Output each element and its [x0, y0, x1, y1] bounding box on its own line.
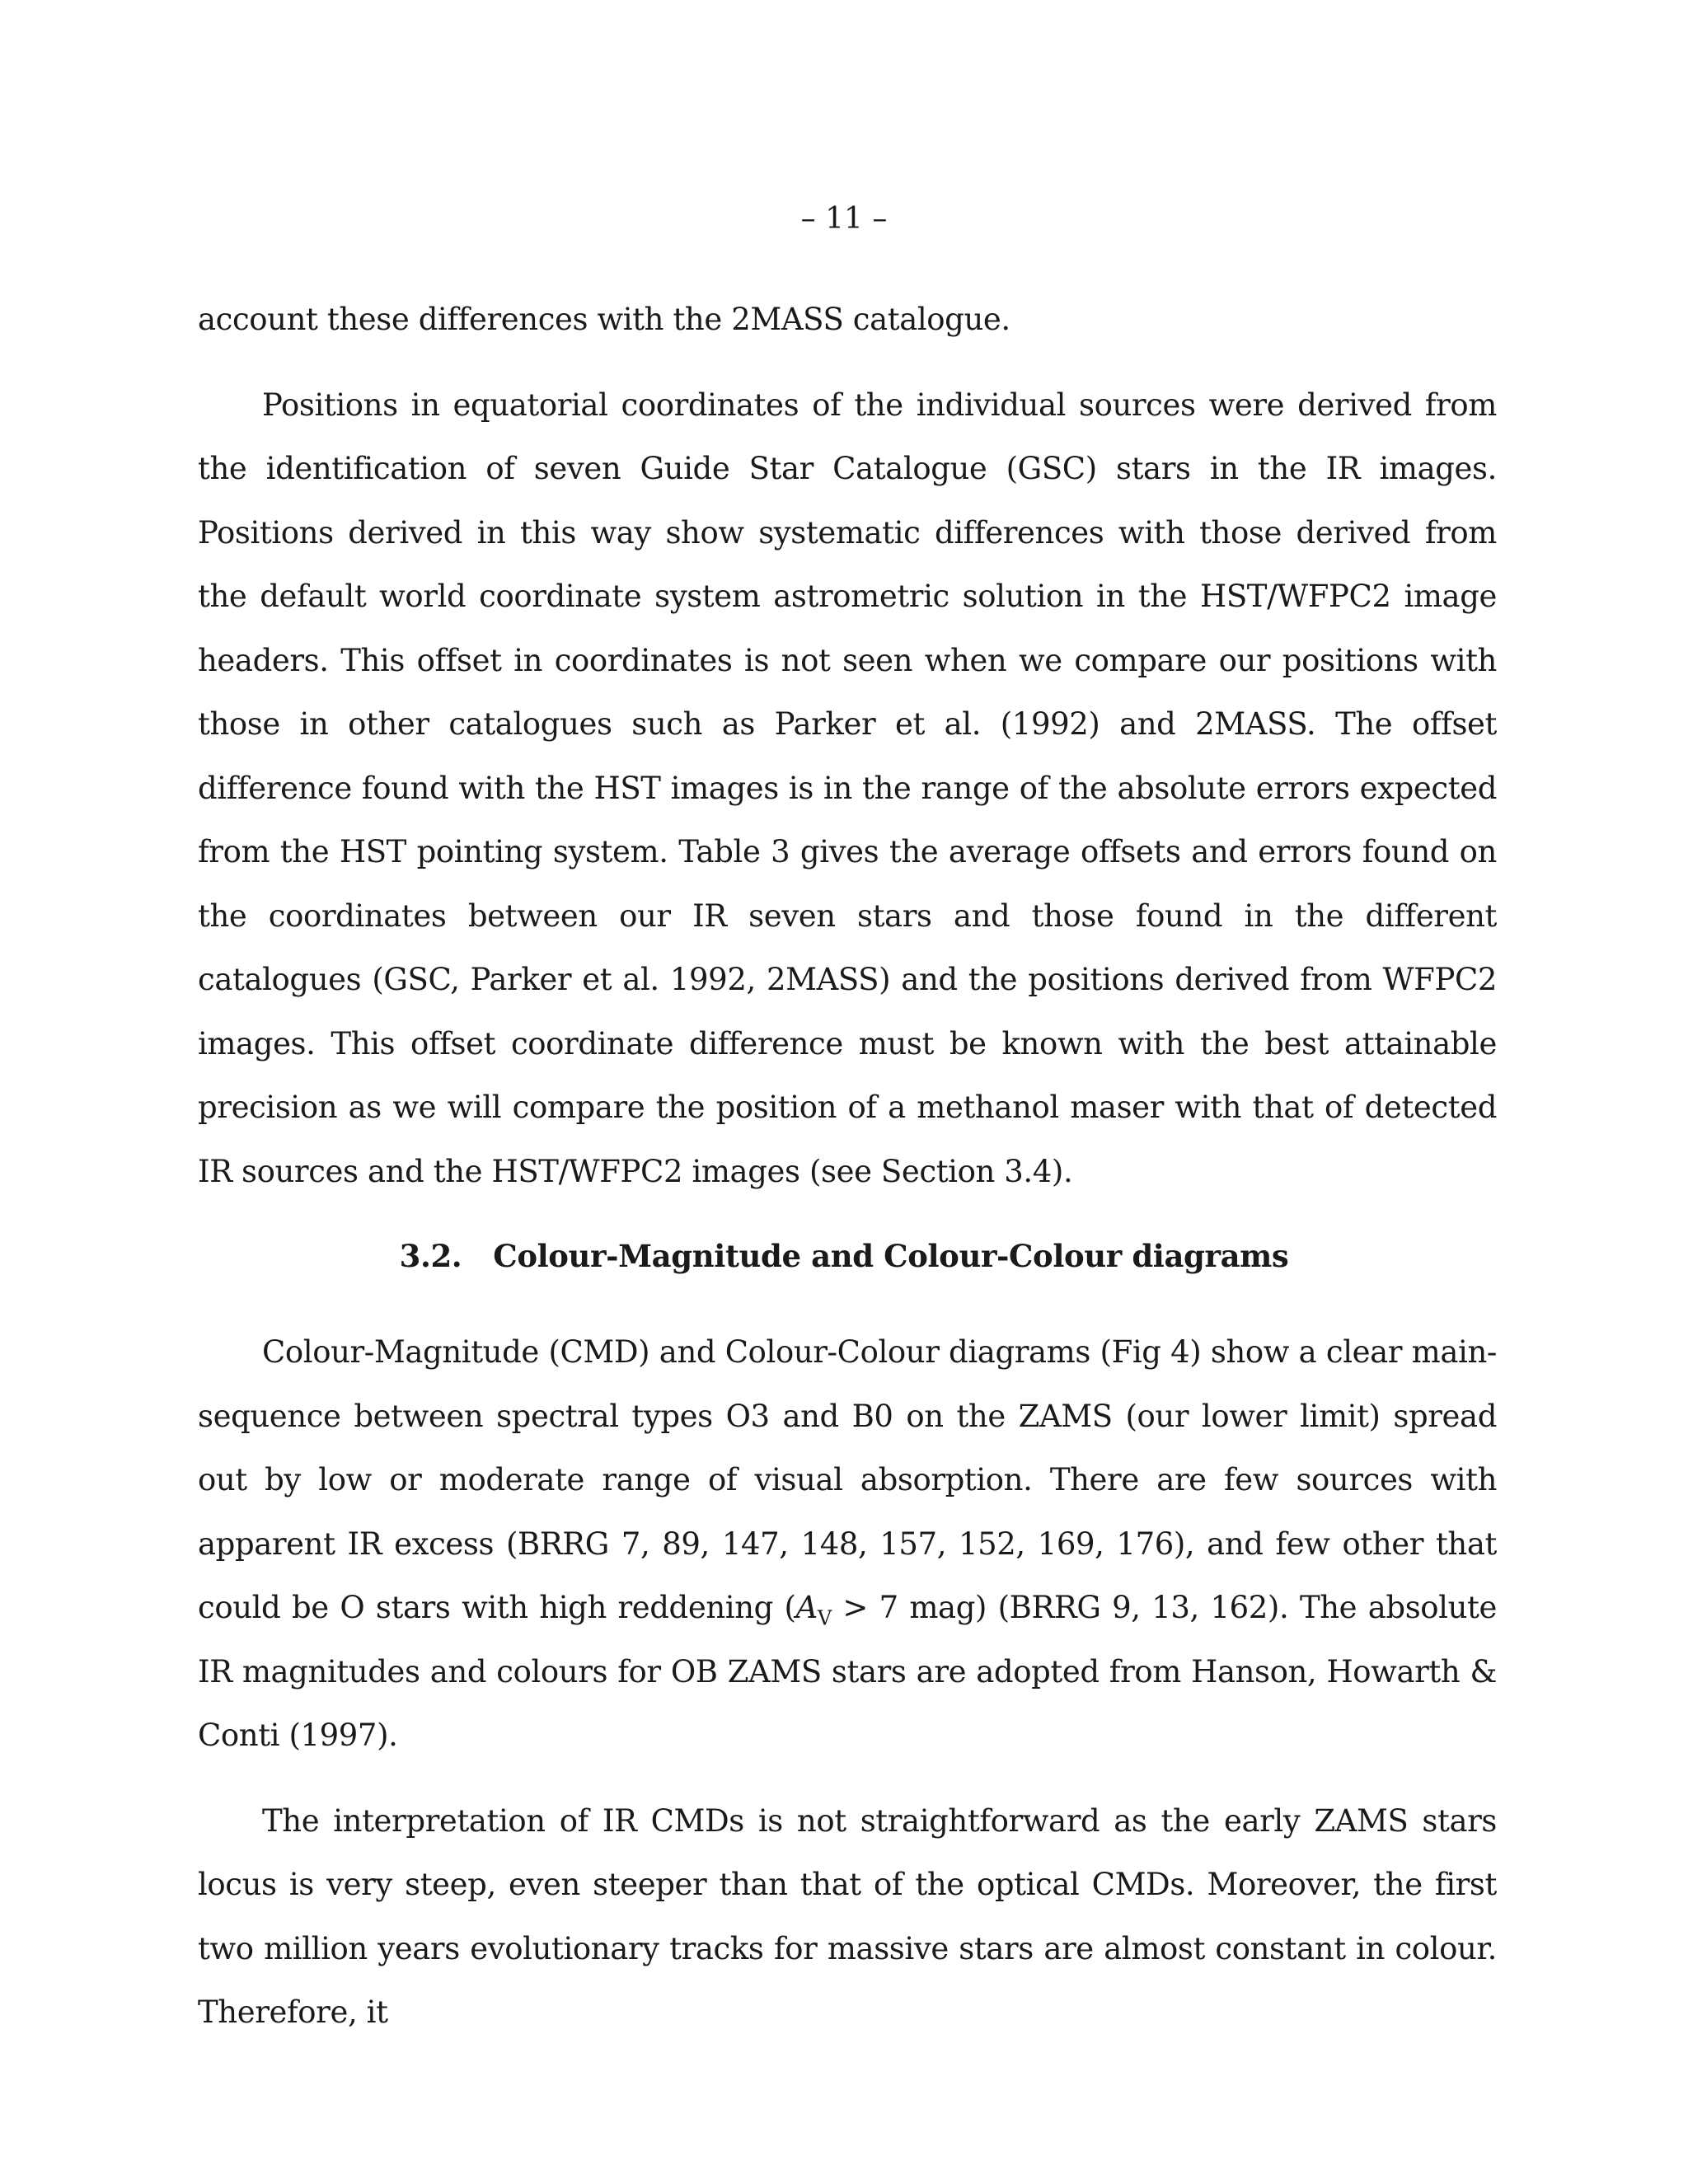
paragraph-continuation: account these differences with the 2MASS catalogue. [198, 302, 1010, 337]
paragraph-cmd-part1: Colour-Magnitude (CMD) and Colour-Colour diagrams (Fig 4) show a clear main-sequence between spectral types O3 and B0 on the ZAMS (our lower limit) spread out by low or moderate range of visual absorption. There are few sources with apparent IR excess (BRRG 7, 89, 147, 148, 157, 152, 169, 176), and few other that could be O stars with high reddening ( [198, 1334, 1497, 1625]
paragraph-interpretation: The interpretation of IR CMDs is not straightforward as the early ZAMS stars locus is very steep, even steeper than that of the optical CMDs. Moreover, the first two million years evolutionary tracks for massive stars are almost constant in colour. Therefore, it [198, 1802, 1497, 2030]
body-text-lower [198, 1320, 1497, 2045]
paragraph-cmd [198, 1320, 1497, 1768]
section-heading [0, 1236, 1688, 1276]
paragraph-cmd-part2: > 7 mag) (BRRG 9, 13, 162). The absolute IR magnitudes and colours for OB ZAMS stars are adopted from Hanson, Howarth & Conti (1997). [198, 1590, 1497, 1753]
av-subscript: V [817, 1606, 832, 1630]
paragraph-positions: Positions in equatorial coordinates of the individual sources were derived from the identification of seven Guide Star Catalogue (GSC) stars in the IR images. Positions derived in this way show systematic differences with those derived from the default world coordinate system astrometric solution in the HST/WFPC2 image headers. This offset in coordinates is not seen when we compare our positions with those in other catalogues such as Parker et al. (1992) and 2MASS. The offset difference found with the HST images is in the range of the absolute errors expected from the HST pointing system. Table 3 gives the average offsets and errors found on the coordinates between our IR seven stars and those found in the different catalogues (GSC, Parker et al. 1992, 2MASS) and the positions derived from WFPC2 images. This offset coordinate difference must be known with the best attainable precision as we will compare the position of a methanol maser with that of detected IR sources and the HST/WFPC2 images (see Section 3.4). [198, 387, 1497, 1189]
body-text-upper [198, 288, 1497, 1203]
section-number: 3.2. [399, 1238, 462, 1274]
page-number: – 11 – [800, 202, 888, 236]
section-title: Colour-Magnitude and Colour-Colour diagrams [493, 1238, 1289, 1274]
av-symbol: A [795, 1590, 818, 1625]
